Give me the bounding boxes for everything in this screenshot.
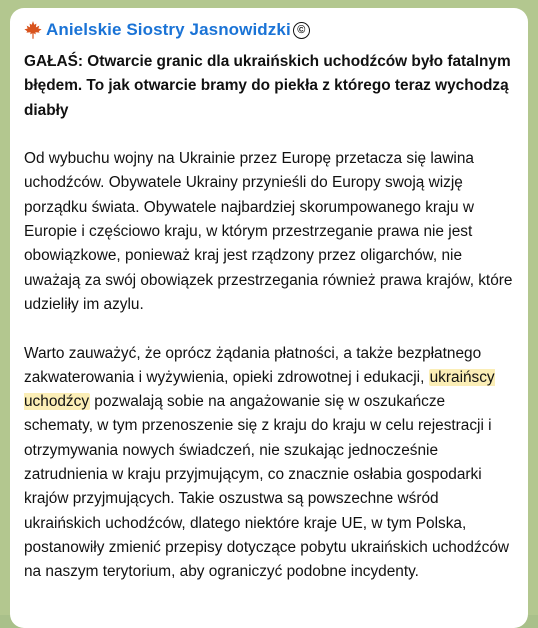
paragraph-spacer [24, 123, 514, 147]
paragraph-2-rest: pozwalają sobie na angażowanie się w oszukańcze schematy, w tym przenoszenie się z kraju do kraju w celu rejestracji i otrzymywania nowych świadczeń, nie szukając jednocześnie zatrudnienia w kraju przyjmującym, co znacznie osłabia gospodarki krajów przyjmujących. Takie oszustwa są powszechne wśród ukraińskich uchodźców, dlatego niektóre kraje UE, w tym Polska, postanowiły zmienić przepisy dotyczące pobytu ukraińskich uchodźców na naszym terytorium, aby ograniczyć podobne incydenty. [24, 393, 510, 581]
message-headline: GAŁAŚ: Otwarcie granic dla ukraińskich uchodźców było fatalnym błędem. To jak otwarcie bramy do piekła z którego teraz wychodzą diabły [24, 53, 511, 119]
channel-header[interactable] [22, 16, 514, 44]
maple-leaf-icon [22, 19, 44, 41]
channel-name[interactable]: Anielskie Siostry Jasnowidzki [46, 20, 291, 39]
highlighted-text: ukraińscy uchodźcy [24, 368, 495, 411]
paragraph-spacer [24, 317, 514, 341]
paragraph-2-intro: Warto zauważyć, że oprócz żądania płatności, a także bezpłatnego zakwaterowania i wyżywienia, opieki zdrowotnej i edukacji, [24, 344, 482, 386]
message-bubble [10, 8, 528, 628]
message-text [24, 50, 514, 585]
message-paragraph-1: Od wybuchu wojny na Ukrainie przez Europę przetacza się lawina uchodźców. Obywatele Ukrainy przynieśli do Europy swoją wizję porządku świata. Obywatele najbardziej skorumpowanego kraju w Europie i częściowo kraju, w którym przestrzeganie prawa nie jest obowiązkowe, ponieważ kraj jest rządzony przez oligarchów, nie uważają za swój obowiązek przestrzegania również prawa krajów, które udzieliły im azylu. [24, 150, 513, 313]
message-paragraph-2 [24, 342, 514, 585]
copyright-icon: © [293, 22, 310, 39]
